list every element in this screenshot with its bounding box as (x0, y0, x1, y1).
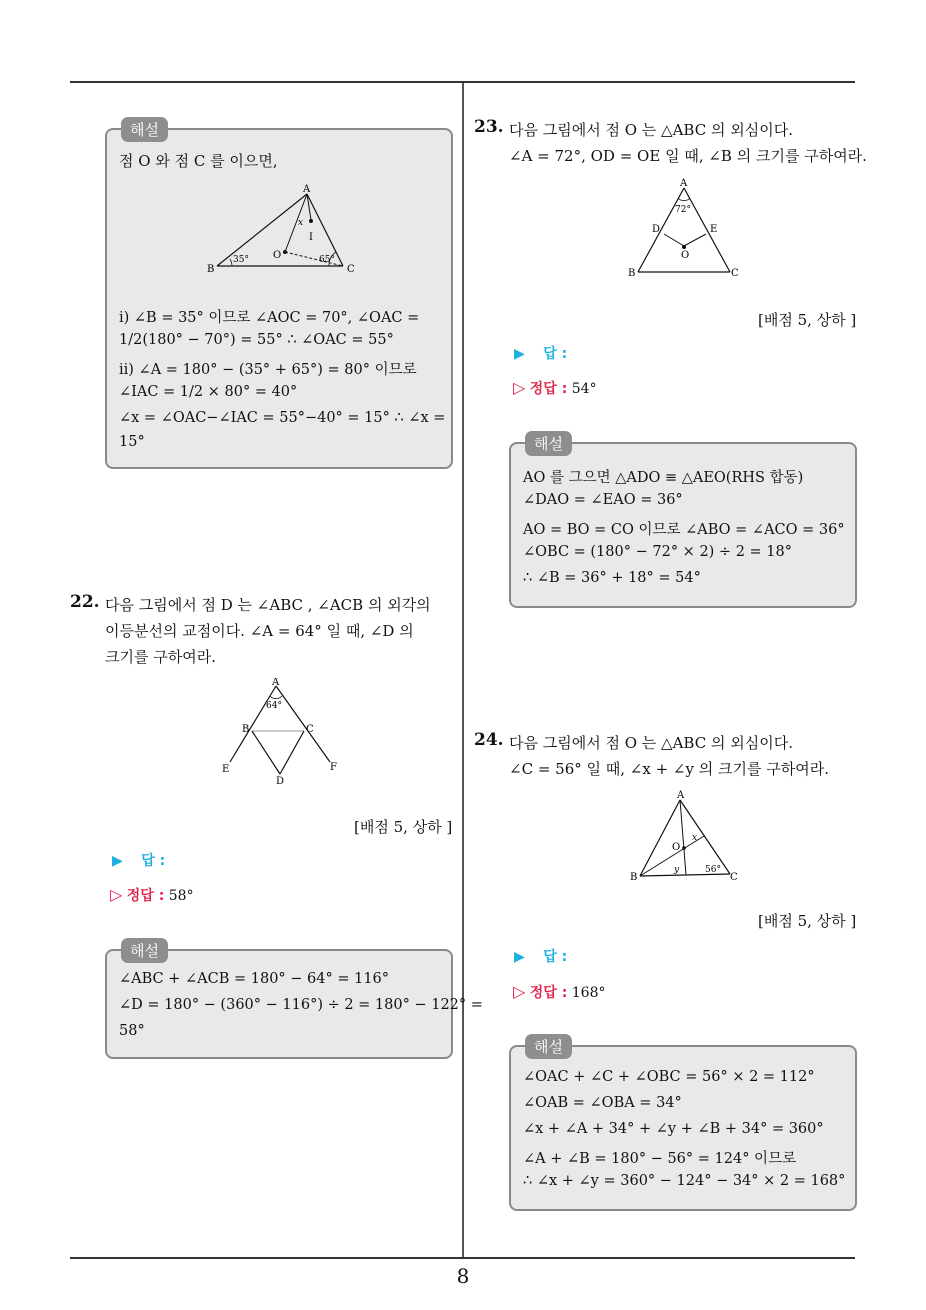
solution-tag: 해설 (525, 1034, 572, 1059)
solution-line: ∴ ∠x + ∠y = 360° − 124° − 34° × 2 = 168° (523, 1173, 846, 1189)
answer-label: 답 : (141, 853, 166, 869)
correct-value: 54° (571, 381, 597, 397)
vertex-label-E: E (222, 764, 230, 775)
solution-line: ∠x + ∠A + 34° + ∠y + ∠B + 34° = 360° (523, 1121, 824, 1137)
vertex-label-A: A (272, 678, 280, 688)
answer-label: 답 : (543, 346, 568, 362)
solution-line: ∠A + ∠B = 180° − 56° = 124° 이므로 (523, 1151, 797, 1167)
vertex-label-C: C (730, 872, 738, 883)
angle-label-A: 72° (675, 205, 691, 215)
page-number: 8 (456, 1264, 470, 1288)
figure-24 (622, 788, 752, 888)
solution-line: AO = BO = CO 이므로 ∠ABO = ∠ACO = 36° (523, 522, 845, 538)
point-label-O: O (273, 250, 282, 261)
solution-line: ∠ABC + ∠ACB = 180° − 64° = 116° (119, 971, 390, 987)
vertex-label-B: B (207, 264, 215, 275)
answer-row-22 (112, 850, 165, 870)
solution-box-21 (105, 121, 453, 469)
answer-label: 답 : (543, 949, 568, 965)
vertex-label-B: B (628, 268, 636, 279)
point-label-O: O (672, 842, 681, 853)
play-icon: ▶ (514, 949, 525, 965)
correct-row-24 (513, 982, 605, 1002)
solution-line: 15° (119, 434, 145, 450)
solution-intro: 점 O 와 점 C 를 이으면, (119, 152, 278, 170)
vertex-label-B: B (242, 724, 250, 735)
correct-value: 168° (571, 985, 606, 1001)
question-text-22: 다음 그림에서 점 D 는 ∠ABC , ∠ACB 의 외각의 (105, 596, 431, 614)
angle-label-B: 35° (233, 255, 249, 265)
vertex-label-B: B (630, 872, 638, 883)
vertex-label-E: E (710, 224, 718, 235)
solution-line: ∠x = ∠OAC−∠IAC = 55°−40° = 15° ∴ ∠x = (119, 410, 446, 426)
solution-line: ∠OAB = ∠OBA = 34° (523, 1095, 682, 1111)
angle-label-C: 65° (319, 255, 335, 265)
solution-line: ∠IAC = 1/2 × 80° = 40° (119, 384, 298, 400)
point-label-I: I (309, 232, 313, 243)
bottom-rule (70, 1257, 855, 1259)
question-text-22: 크기를 구하여라. (105, 648, 216, 666)
question-text-24: 다음 그림에서 점 O 는 △ABC 의 외심이다. (509, 734, 793, 752)
solution-line: ∠OAC + ∠C + ∠OBC = 56° × 2 = 112° (523, 1069, 815, 1085)
vertex-label-C: C (347, 264, 355, 275)
answer-row-24 (514, 946, 567, 966)
solution-line: ⅰ) ∠B = 35° 이므로 ∠AOC = 70°, ∠OAC = (119, 310, 420, 326)
correct-label: 정답 : (529, 381, 568, 397)
correct-row-22 (110, 885, 194, 905)
answer-row-23 (514, 343, 567, 363)
solution-tag: 해설 (121, 938, 168, 963)
score-24: [배점 5, 상하 ] (758, 912, 857, 930)
vertex-label-A: A (677, 790, 685, 801)
triangle-outline-icon: ▷ (110, 885, 123, 904)
solution-line: ∴ ∠B = 36° + 18° = 54° (523, 570, 701, 586)
triangle-outline-icon: ▷ (513, 378, 526, 397)
vertex-label-F: F (330, 762, 337, 773)
correct-value: 58° (168, 888, 194, 904)
play-icon: ▶ (514, 346, 525, 362)
question-text-23: 다음 그림에서 점 O 는 △ABC 의 외심이다. (509, 121, 793, 139)
figure-22 (218, 678, 358, 788)
question-text-24: ∠C = 56° 일 때, ∠x + ∠y 의 크기를 구하여라. (509, 760, 829, 778)
correct-label: 정답 : (126, 888, 165, 904)
angle-label-x: x (692, 833, 698, 843)
solution-line: AO 를 그으면 △ADO ≡ △AEO(RHS 합동) (523, 470, 804, 486)
angle-label-y: y (674, 865, 680, 875)
score-22: [배점 5, 상하 ] (354, 818, 453, 836)
angle-label-C: 56° (705, 865, 721, 875)
solution-line: ∠OBC = (180° − 72° × 2) ÷ 2 = 18° (523, 544, 792, 560)
solution-line: ∠DAO = ∠EAO = 36° (523, 492, 683, 508)
correct-label: 정답 : (529, 985, 568, 1001)
solution-box-23 (509, 435, 857, 608)
solution-box-22 (105, 942, 483, 1059)
solution-line: 58° (119, 1023, 145, 1039)
solution-tag: 해설 (121, 117, 168, 142)
score-23: [배점 5, 상하 ] (758, 311, 857, 329)
solution-box-24 (509, 1038, 857, 1211)
solution-line: ∠D = 180° − (360° − 116°) ÷ 2 = 180° − 122° = (119, 997, 483, 1013)
angle-label-A: 64° (266, 701, 282, 711)
point-label-O: O (681, 250, 690, 261)
question-number-22: 22. (70, 592, 100, 612)
angle-label-x: x (298, 218, 304, 228)
question-number-23: 23. (474, 117, 504, 137)
vertex-label-A: A (680, 178, 688, 189)
figure-23 (620, 178, 750, 283)
triangle-outline-icon: ▷ (513, 982, 526, 1001)
solution-line: 1/2(180° − 70°) = 55° ∴ ∠OAC = 55° (119, 332, 394, 348)
question-number-24: 24. (474, 730, 504, 750)
solution-line: ⅱ) ∠A = 180° − (35° + 65°) = 80° 이므로 (119, 362, 417, 378)
vertex-label-D: D (276, 776, 285, 787)
vertex-label-A: A (303, 184, 311, 195)
figure-21 (107, 182, 455, 282)
column-divider (462, 83, 464, 1258)
solution-tag: 해설 (525, 431, 572, 456)
vertex-label-D: D (652, 224, 661, 235)
vertex-label-C: C (731, 268, 739, 279)
play-icon: ▶ (112, 853, 123, 869)
question-text-22: 이등분선의 교점이다. ∠A = 64° 일 때, ∠D 의 (105, 622, 414, 640)
question-text-23: ∠A = 72°, OD = OE 일 때, ∠B 의 크기를 구하여라. (509, 147, 867, 165)
correct-row-23 (513, 378, 597, 398)
vertex-label-C: C (306, 724, 314, 735)
